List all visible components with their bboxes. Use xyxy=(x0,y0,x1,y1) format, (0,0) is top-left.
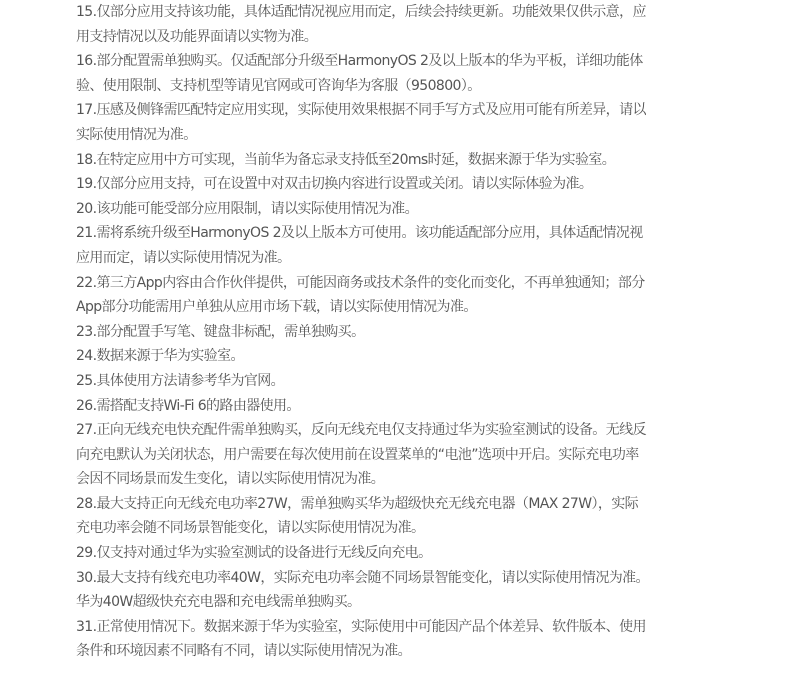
footnote-line: 会因不同场景而发生变化，请以实际使用情况为准。 xyxy=(76,471,385,488)
footnote-line: 16.部分配置需单独购买。仅适配部分升级至HarmonyOS 2及以上版本的华为平板，详细功能体 xyxy=(76,53,643,70)
footnote-line: 19.仅部分应用支持，可在设置中对双击切换内容进行设置或关闭。请以实际体验为准。 xyxy=(76,176,593,193)
footnotes-list xyxy=(76,0,716,664)
footnote-line: 28.最大支持正向无线充电功率27W，需单独购买华为超级快充无线充电器（MAX 27W），实际 xyxy=(76,495,639,512)
footnote-line: 30.最大支持有线充电功率40W，实际充电功率会随不同场景智能变化，请以实际使用情况为准。 xyxy=(76,569,649,586)
footnote-line: App部分功能需用户单独从应用市场下载，请以实际使用情况为准。 xyxy=(76,299,477,316)
footnote-23 xyxy=(76,320,716,345)
footnote-line: 条件和环境因素不同略有不同，请以实际使用情况为准。 xyxy=(76,643,411,660)
footnote-line: 应用而定，请以实际使用情况为准。 xyxy=(76,249,291,266)
footnote-line: 20.该功能可能受部分应用限制，请以实际使用情况为准。 xyxy=(76,200,419,217)
footnote-28 xyxy=(76,492,716,541)
footnote-line: 实际使用情况为准。 xyxy=(76,126,197,143)
footnote-line: 充电功率会随不同场景智能变化，请以实际使用情况为准。 xyxy=(76,520,425,537)
footnote-20 xyxy=(76,197,716,222)
footnote-line: 23.部分配置手写笔、键盘非标配，需单独购买。 xyxy=(76,323,365,340)
footnote-line: 华为40W超级快充充电器和充电线需单独购买。 xyxy=(76,594,361,611)
footnote-16 xyxy=(76,49,716,98)
footnote-line: 27.正向无线充电快充配件需单独购买，反向无线充电仅支持通过华为实验室测试的设备。无线反 xyxy=(76,422,646,439)
footnote-line: 25.具体使用方法请参考华为官网。 xyxy=(76,372,285,389)
footnote-line: 17.压感及侧锋需匹配特定应用实现，实际使用效果根据不同手写方式及应用可能有所差异，请以 xyxy=(76,102,646,119)
footnote-line: 15.仅部分应用支持该功能，具体适配情况视应用而定，后续会持续更新。功能效果仅供示意，应 xyxy=(76,4,646,20)
footnote-31 xyxy=(76,615,716,664)
footnote-24 xyxy=(76,344,716,369)
footnote-line: 31.正常使用情况下。数据来源于华为实验室，实际使用中可能因产品个体差异、软件版本、使用 xyxy=(76,618,646,635)
footnote-line: 向充电默认为关闭状态，用户需要在每次使用前在设置菜单的“电池”选项中开启。实际充电功率 xyxy=(76,446,639,463)
footnote-15 xyxy=(76,0,716,49)
footnote-22 xyxy=(76,271,716,320)
footnote-line: 验、使用限制、支持机型等请见官网或可咨询华为客服（950800）。 xyxy=(76,77,481,94)
footnote-17 xyxy=(76,98,716,147)
footnote-27 xyxy=(76,418,716,492)
footnote-line: 29.仅支持对通过华为实验室测试的设备进行无线反向充电。 xyxy=(76,545,432,562)
footnote-26 xyxy=(76,394,716,419)
footnote-line: 22.第三方App内容由合作伙伴提供，可能因商务或技术条件的变化而变化，不再单独通知；部分 xyxy=(76,274,645,291)
footnote-line: 26.需搭配支持Wi-Fi 6的路由器使用。 xyxy=(76,397,300,414)
footnote-25 xyxy=(76,369,716,394)
footnote-line: 24.数据来源于华为实验室。 xyxy=(76,348,244,365)
footnote-19 xyxy=(76,172,716,197)
footnote-line: 21.需将系统升级至HarmonyOS 2及以上版本方可使用。该功能适配部分应用，具体适配情况视 xyxy=(76,225,643,242)
footnote-line: 18.在特定应用中方可实现，当前华为备忘录支持低至20ms时延，数据来源于华为实验室。 xyxy=(76,151,616,168)
footnote-29 xyxy=(76,541,716,566)
footnote-line: 用支持情况以及功能界面请以实物为准。 xyxy=(76,28,318,45)
footnote-18 xyxy=(76,148,716,173)
footnote-30 xyxy=(76,566,716,615)
footnote-21 xyxy=(76,221,716,270)
